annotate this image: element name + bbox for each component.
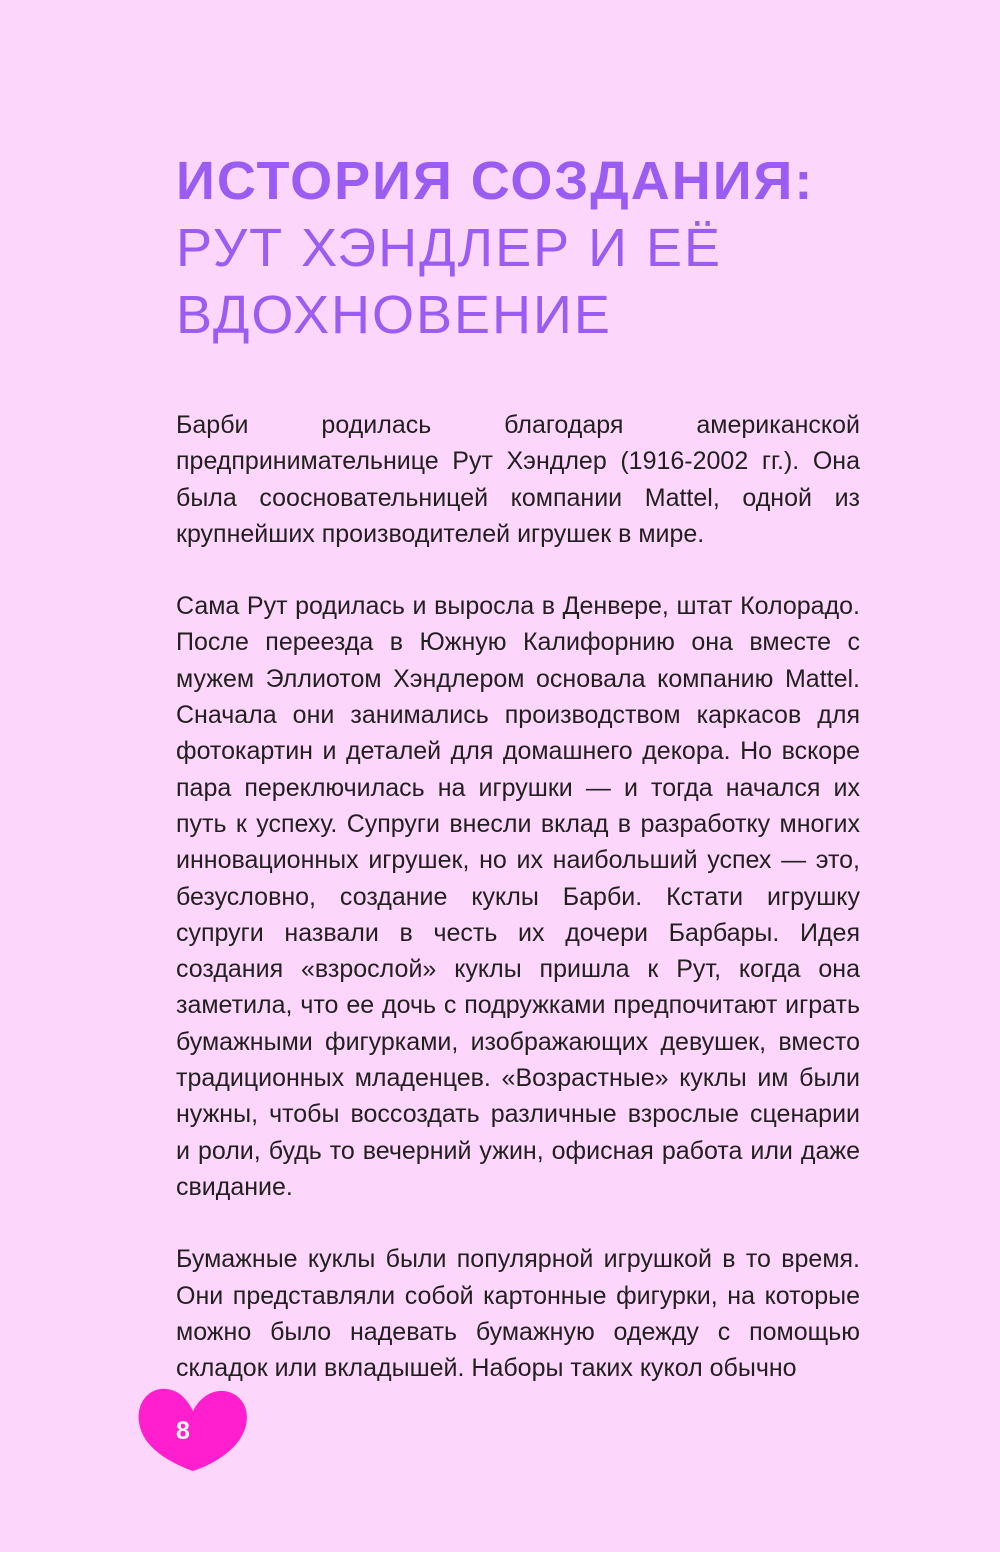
page-number: 8 <box>176 1417 190 1445</box>
paragraph-1: Барби родилась благодаря американской предпринимательнице Рут Хэндлер (1916-2002 гг.). Она была соосновательницей компании Mattel, одной из крупнейших производителей игрушек в мире. <box>176 411 860 548</box>
chapter-title-line-1: ИСТОРИЯ СОЗДАНИЯ: <box>176 151 815 211</box>
paragraph-3: Бумажные куклы были популярной игрушкой в то время. Они представляли собой картонные фигурки, на которые можно было надевать бумажную одежду с помощью складок или вкладышей. Наборы таких кукол обычно <box>176 1245 860 1383</box>
chapter-title <box>176 148 896 349</box>
chapter-title-line-2: РУТ ХЭНДЛЕР И ЕЁ <box>176 218 723 278</box>
chapter-title-line-3: ВДОХНОВЕНИЕ <box>176 285 612 345</box>
paragraph-2: Сама Рут родилась и выросла в Денвере, штат Колорадо. После переезда в Южную Калифорнию она вместе с мужем Эллиотом Хэндлером основала компанию Mattel. Сначала они занимались производством каркасов для фотокартин и деталей для домашнего декора. Но вскоре пара переключилась на игрушки — и тогда начался их путь к успеху. Супруги внесли вклад в разработку многих инновационных игрушек, но их наибольший успех — это, безусловно, создание куклы Барби. Кстати игрушку супруги назвали в честь их дочери Барбары. Идея создания «взрослой» куклы пришла к Рут, когда она заметила, что ее дочь с подружками предпочитают играть бумажными фигурками, изображающих девушек, вместо традиционных младенцев. «Возрастные» куклы им были нужны, чтобы воссоздать различные взрослые сценарии и роли, будь то вечерний ужин, офисная работа или даже свидание. <box>176 592 860 1201</box>
body-text <box>176 407 860 1386</box>
